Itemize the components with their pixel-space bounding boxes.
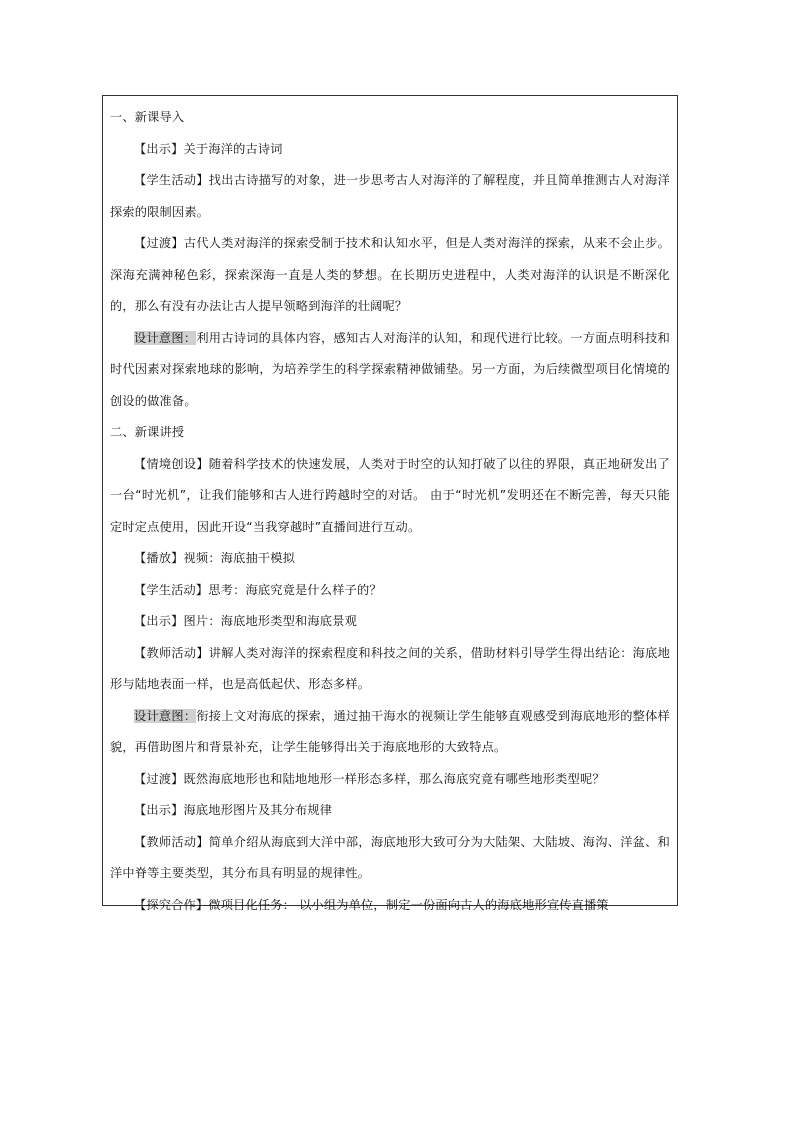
section-heading: 二、新课讲授 xyxy=(110,425,185,439)
design-intent-paragraph xyxy=(110,701,670,764)
paragraph: 【学生活动】思考：海底究竟是什么样子的？ xyxy=(134,582,382,597)
paragraph: 【教师活动】讲解人类对海洋的探索程度和科技之间的关系，借助材料引导学生得出结论：海底地形与陆地表面一样，也是高低起伏、形态多样。 xyxy=(110,645,670,691)
design-intent-text: 衔接上文对海底的探索，通过抽干海水的视频让学生能够直观感受到海底地形的整体样貌，再借助图片和背景补充，让学生能够得出关于海底地形的大致特点。 xyxy=(110,708,670,754)
design-intent-text: 利用古诗词的具体内容，感知古人对海洋的认知，和现代进行比较。一方面点明科技和时代因素对探索地球的影响，为培养学生的科学探索精神做铺垫。另一方面，为后续微型项目化情境的创设的做准备。 xyxy=(110,330,670,408)
design-intent-label: 设计意图： xyxy=(134,708,197,723)
paragraph: 【出示】关于海洋的古诗词 xyxy=(134,141,283,156)
paragraph: 【教师活动】简单介绍从海底到大洋中部，海底地形大致可分为大陆架、大陆坡、海沟、洋盆、和洋中脊等主要类型，其分布具有明显的规律性。 xyxy=(110,834,670,880)
design-intent-label: 设计意图： xyxy=(134,330,197,345)
paragraph: 【播放】视频：海底抽干模拟 xyxy=(134,551,296,565)
cell-content xyxy=(110,102,670,921)
lesson-plan-table-cell xyxy=(102,95,678,912)
paragraph: 【过渡】古代人类对海洋的探索受制于技术和认知水平，但是人类对海洋的探索，从来不会止步。深海充满神秘色彩，探索深海一直是人类的梦想。在长期历史进程中，人类对海洋的认识是不断深化的，那么有没有办法让古人提早领略到海洋的壮阔呢？ xyxy=(110,236,670,313)
paragraph: 【情境创设】随着科学技术的快速发展，人类对于时空的认知打破了以往的界限，真正地研发出了一台“时光机”，让我们能够和古人进行跨越时空的对话。 由于“时光机”发明还在不断完善，每天只能定时定点使用，因此开设“当我穿越时”直播间进行互动。 xyxy=(110,456,670,534)
paragraph: 【出示】图片：海底地形类型和海底景观 xyxy=(134,614,357,628)
section-heading: 一、新课导入 xyxy=(110,110,185,124)
design-intent-paragraph xyxy=(110,323,670,418)
paragraph: 【探究合作】微项目化任务： 以小组为单位，制定一份面向古人的海底地形宣传直播策 xyxy=(134,897,609,912)
paragraph: 【过渡】既然海底地形也和陆地地形一样形态多样，那么海底究竟有哪些地形类型呢？ xyxy=(134,771,605,786)
paragraph: 【出示】海底地形图片及其分布规律 xyxy=(134,803,333,817)
paragraph: 【学生活动】找出古诗描写的对象，进一步思考古人对海洋的了解程度，并且简单推测古人对海洋探索的限制因素。 xyxy=(110,173,670,219)
